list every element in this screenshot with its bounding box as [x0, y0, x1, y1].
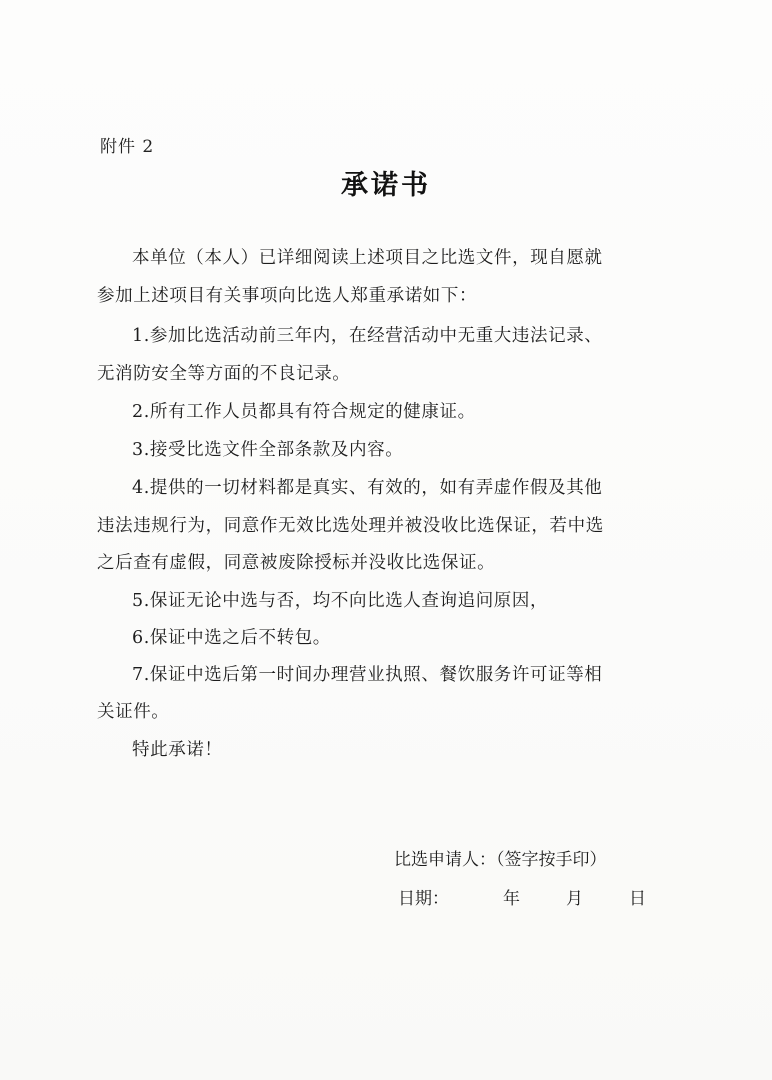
item-3: 3.接受比选文件全部条款及内容。 — [132, 440, 404, 460]
date-label: 日期： — [398, 889, 449, 909]
intro-line-1: 本单位（本人）已详细阅读上述项目之比选文件，现自愿就 — [132, 248, 603, 268]
item-4-line-1: 4.提供的一切材料都是真实、有效的，如有弄虚作假及其他 — [132, 478, 603, 498]
item-4-line-2: 违法违规行为，同意作无效比选处理并被没收比选保证，若中选 — [97, 516, 604, 536]
attachment-label: 附件 2 — [100, 137, 155, 157]
item-4-line-3: 之后查有虚假，同意被废除授标并没收比选保证。 — [97, 553, 496, 573]
date-year-label: 年 — [503, 889, 520, 909]
item-1-line-2: 无消防安全等方面的不良记录。 — [97, 364, 351, 384]
document-title: 承诺书 — [341, 170, 431, 201]
date-day-label: 日 — [629, 889, 646, 909]
item-6: 6.保证中选之后不转包。 — [132, 628, 331, 648]
item-7-line-2: 关证件。 — [97, 702, 170, 722]
date-month-label: 月 — [566, 889, 583, 909]
applicant-signature-label: 比选申请人：（签字按手印） — [394, 850, 607, 870]
item-2: 2.所有工作人员都具有符合规定的健康证。 — [132, 402, 476, 422]
intro-line-2: 参加上述项目有关事项向比选人郑重承诺如下： — [97, 286, 478, 306]
item-5: 5.保证无论中选与否，均不向比选人查询追问原因， — [132, 591, 549, 611]
item-7-line-1: 7.保证中选后第一时间办理营业执照、餐饮服务许可证等相 — [132, 665, 603, 685]
closing-statement: 特此承诺！ — [132, 740, 223, 760]
item-1-line-1: 1.参加比选活动前三年内，在经营活动中无重大违法记录、 — [132, 326, 603, 346]
